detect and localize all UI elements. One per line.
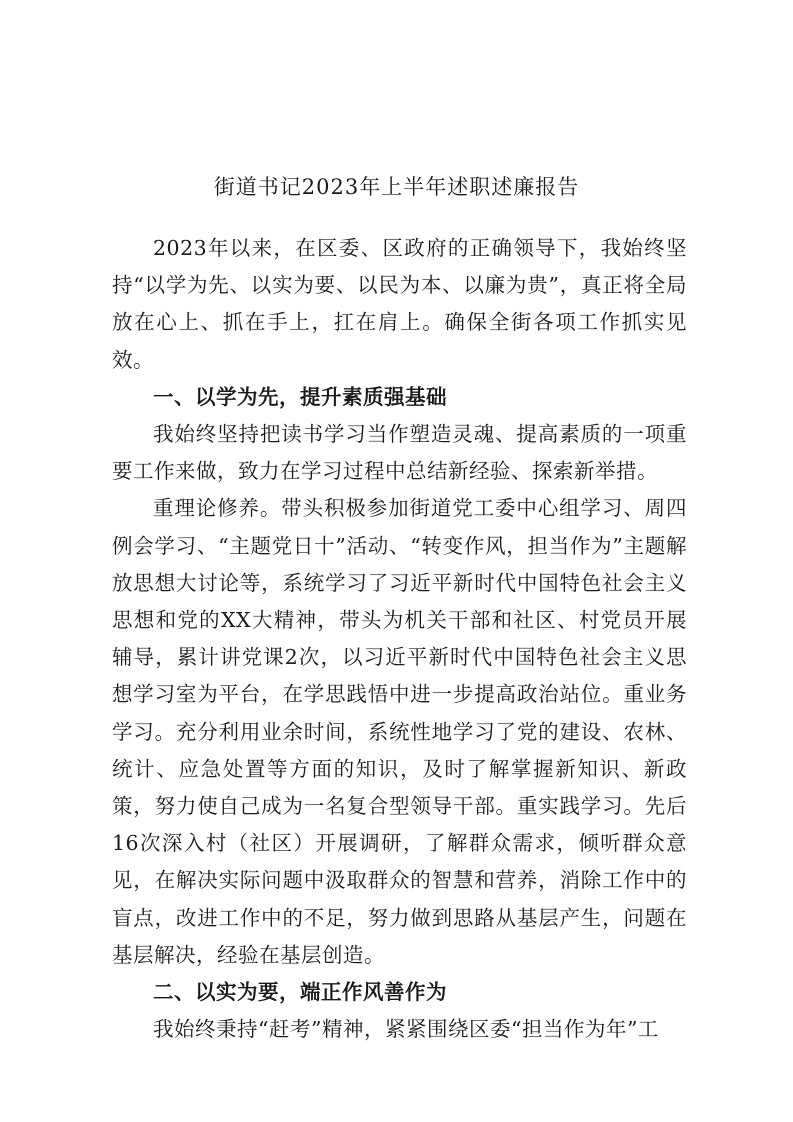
section-heading-1: 一、以学为先，提升素质强基础 (153, 384, 447, 409)
section-2-paragraph-1: 我始终秉持“赶考”精神，紧紧围绕区委“担当作为年”工 (153, 1017, 659, 1042)
document-body (112, 230, 687, 1048)
intro-paragraph: 2023年以来，在区委、区政府的正确领导下，我始终坚持“以学为先、以实为要、以民为本、以廉为贵”，真正将全局放在心上、抓在手上，扛在肩上。确保全街各项工作抓实见效。 (112, 236, 687, 372)
section-1-paragraph-1: 我始终坚持把读书学习当作塑造灵魂、提高素质的一项重要工作来做，致力在学习过程中总结新经验、探索新举措。 (112, 422, 687, 484)
document-title: 街道书记2023年上半年述职述廉报告 (213, 175, 580, 199)
section-heading-2: 二、以实为要，端正作风善作为 (153, 980, 447, 1005)
section-1-paragraph-2: 重理论修养。带头积极参加街道党工委中心组学习、周四例会学习、“主题党日十”活动、“转变作风，担当作为”主题解放思想大讨论等，系统学习了习近平新时代中国特色社会主义思想和党的XX大精神，带头为机关干部和社区、村党员开展辅导，累计讲党课2次，以习近平新时代中国特色社会主义思想学习室为平台，在学思践悟中进一步提高政治站位。重业务学习。充分利用业余时间，系统性地学习了党的建设、农林、统计、应急处置等方面的知识，及时了解掌握新知识、新政策，努力使自己成为一名复合型领导干部。重实践学习。先后16次深入村（社区）开展调研，了解群众需求，倾听群众意见，在解决实际问题中汲取群众的智慧和营养，消除工作中的盲点，改进工作中的不足，努力做到思路从基层产生，问题在基层解决，经验在基层创造。 (112, 496, 687, 967)
